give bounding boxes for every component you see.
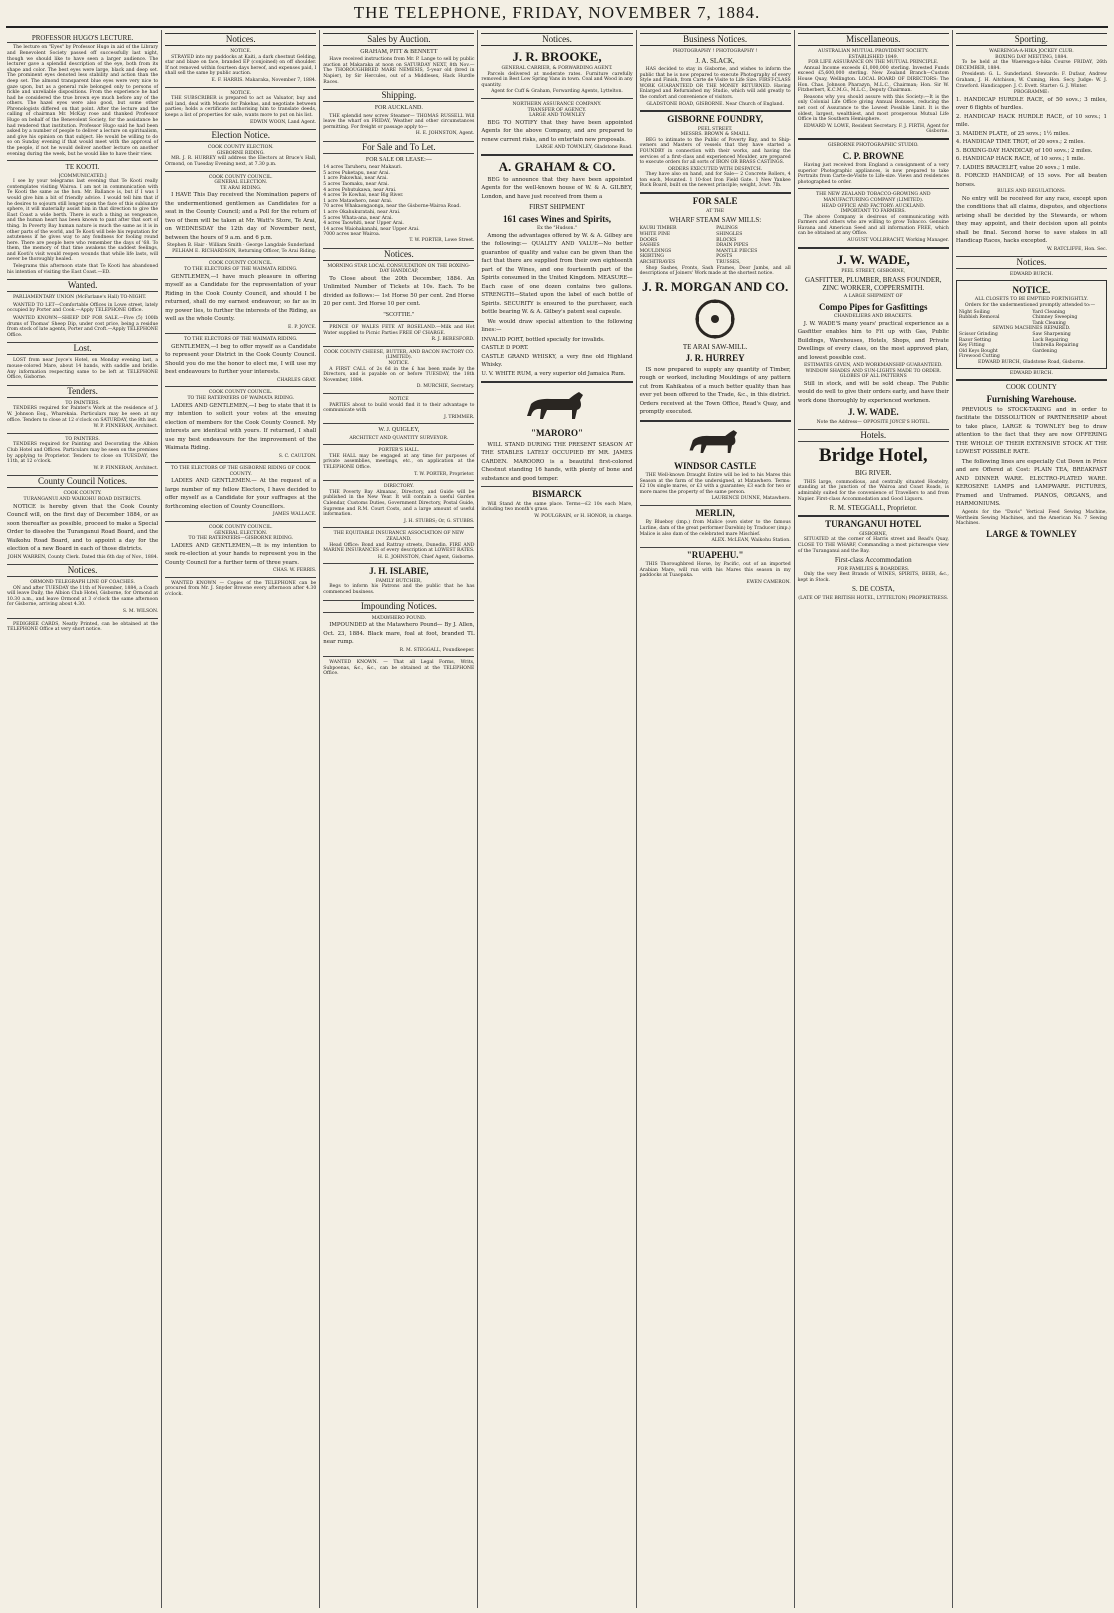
list-item: WHITE PINE — [639, 232, 671, 238]
ad-body: Having just received from England a consignment of a very superior Photographic appliances, is now prepared to take Portraits from Carte-de-Visite to Life-size. Views and residences photographed to order. — [797, 162, 949, 185]
ad-subheading: First-class Accommodation — [834, 556, 912, 565]
list-item: POSTS — [716, 254, 733, 260]
ad-signature: R. J. BERESFORD. — [431, 337, 475, 343]
article-body: The lecture on "Eyes" by Professor Hugo in aid of the Library and Benevolent Society passed off successfully last night, though we should like to have seen a larger audience. The lecturer gave a splendid description of the eye, both from its shape and color. The best eyes were large, black and deep set. The prominent eyes denoted less stability and action than the deep set. The almond transparent blue eyes were very nice to gaze upon, but as a general rule belonged only to persons of fickle and unreliable dispositions. From the experience he had had he considered the true brown eye much before any of the others. The hazel eyes were also good, but some other Phrenologists differed on that point. After the lecture and the calling of chairman Mr. McKay rose and thanked Professor Hugo on behalf of the Benevolent Society, for the assistance he had rendered that institution. Professor Hugo said he had been asked by a number of people to deliver a lecture on spiritualism, and give his opinion on that subject. He would be willing to do so on Sunday evening if that would meet with the approval of the people, if not he would deliver another lecture on another evening during the week, but he would like to have their view. — [7, 45, 159, 157]
list-item: Umbrella Repairing — [1032, 343, 1079, 349]
product-list — [640, 226, 791, 265]
ad-heading: WINDSOR CASTLE — [673, 460, 757, 471]
ad-signature: J. W. WADE. — [847, 407, 899, 418]
ad-heading: GISBORNE FOUNDRY, — [667, 114, 764, 125]
list-item: 1 acre Matawhero, near Arai. — [323, 198, 393, 204]
ad-body: ON and after TUESDAY the 11th of November, 1884, a Coach will leave Daily, the Albion Club Hotel, Gisborne, for Ormond at 10.30 a.m., and leave Ormond at 3 o'clock the same afternoon for Gisborne, arriving about 4.30. — [7, 585, 159, 608]
ad-body: President: G. L. Sunderland. Stewards: F. Dufaur, Andrew Graham, J. H. Aitchison, W. Cuming, Hon. Secy. Judge: W. J. Crawford. Handicapper: J. C. Evett. Starter: G. J. Winter. — [955, 72, 1107, 89]
ad-signature: EDWIN WOON, Land Agent. — [249, 119, 317, 125]
ad-subheading: FIRST SHIPMENT — [529, 203, 585, 212]
section-heading: Lost. — [7, 342, 158, 355]
ad-subheading: CHANDELIERS AND BRACKETS. — [833, 313, 913, 319]
ad-body: THIS Thoroughbred Horse, by Pacific, out of an imported Arabian Mare, will run with his Mares this season in my paddocks at Tuaopaka. — [639, 562, 791, 579]
ad-signature: E. P. JOYCE. — [288, 324, 317, 330]
ad-signature: S. C. CAULTON. — [278, 453, 317, 459]
ad-signature: JOHN WARREN, County Clerk. Dated this 6th day of Nov., 1884. — [7, 554, 159, 560]
ad-signature: EDWARD W. LOWE, Resident Secretary. F. J. FIRTH, Agent for Gisborne. — [803, 123, 949, 135]
ad-body: Head Office: Bond and Rattray streets, Dunedin. FIRE AND MARINE INSURANCES of every description at LOWEST RATES. — [323, 542, 475, 554]
list-item: CASTLE GRAND WHISKY, a very fine old Highland Whisky. — [481, 353, 633, 369]
ad-heading: COOK COUNTY COUNCIL. — [208, 525, 273, 530]
ad-body: THE Well-known Draught Entire will be led to his Mares this Season at the farm of the undersigned, at Matawhero. Terms: £2 10s single mares, or £3 with a guarantee; £3 each for two or more mares the property of the same person. — [639, 473, 791, 495]
ad-heading: GISBORNE PHOTOGRAPHIC STUDIO. — [827, 142, 919, 148]
ad-heading: NOTICE — [389, 396, 409, 402]
article-tag: [COMMUNICATED.] — [58, 173, 107, 179]
ad-signature: W. RATCLIFFE, Hon. Sec. — [1046, 246, 1107, 252]
ad-body: HAS decided to stay in Gisborne, and wishes to inform the public that he is now prepared to execute Photography of every Style and Finish, from Carte de Visite to Life Size. FIRST-CLASS WORK GUARANTEED OR THE MONEY RETURNED. Having Enlarged and Refurnished my Studio, which will add greatly to the comfort and convenience of visitors. — [639, 66, 791, 100]
ad-heading: BISMARCK — [532, 489, 582, 500]
section-heading: Tenders. — [7, 385, 158, 398]
ad-body: Only the very Best Brands of WINES, SPIRITS, BEER, &c., kept in Stock. — [797, 572, 949, 583]
ad-signature: AUGUST VOLLBRACHT, Working Manager. — [847, 238, 949, 244]
horse-illustration — [517, 386, 597, 426]
ad-signature: J. TRIMMER. — [443, 414, 475, 420]
list-item: U. V. WHITE RUM, a very superior old Jamaica Rum. — [481, 370, 626, 377]
horse-illustration — [680, 425, 750, 459]
ad-body: We would draw special attention to the following lines:— — [481, 318, 633, 334]
classified-ad: PEDIGREE CARDS, Neatly Printed, can be obtained at the TELEPHONE Office at very short notice. — [7, 621, 159, 633]
list-item: 5 acres Whata-ana, near Arai. — [323, 215, 393, 221]
ad-heading: TO PAINTERS. — [65, 400, 100, 406]
ad-heading: TO PAINTERS. — [65, 436, 100, 442]
ad-subheading: RULES AND REGULATIONS: — [997, 189, 1066, 195]
ad-heading: COOK COUNTY — [1006, 383, 1057, 392]
ad-subheading: GASFITTER, PLUMBER, BRASS FOUNDER, ZINC WORKER, COPPERSMITH. — [805, 276, 942, 292]
ad-subheading: MESSRS. BROWN & SMAILL — [680, 132, 750, 138]
article-note: Telegrams this afternoon state that Te Kooti has abandoned his intention of visiting the East Coast.—ED. — [7, 264, 159, 275]
ad-signature: EDWARD BURCH, Gladstone Road, Gisborne. — [977, 360, 1085, 365]
list-item: 1 acre Pakowhai, near Arai. — [323, 176, 388, 182]
section-heading: Hotels. — [798, 429, 949, 442]
column-2 — [162, 30, 320, 1608]
ad-signature: LAURENCE DUNNE, Matawhero. — [711, 496, 791, 502]
ad-heading: PORTER'S HALL. — [378, 448, 420, 454]
ad-heading: NOTICE. — [230, 49, 252, 54]
list-item: 1 acre Okahukuratahi, near Arai. — [323, 209, 401, 215]
ad-body: Reasons why you should assure with this Society:—It is the only Colonial Life Office giving Annual Bonuses, reducing the net cost of Assurance to the Lowest Possible Limit. It is the oldest, largest, wealthiest, and most prosperous Mutual Life Office in the Southern Hemisphere. — [797, 94, 949, 123]
ad-body: MR. J. R. HURREY will address the Electors at Bruce's Hall, Ormond, on Tuesday Evening next, at 7.30 p.m. — [165, 156, 317, 167]
ad-heading: AUSTRALIAN MUTUAL PROVIDENT SOCIETY. — [818, 49, 929, 54]
ad-subheading: GENERAL CARRIER, & FORWARDING AGENT. — [501, 66, 613, 71]
list-item: SKIRTING — [639, 254, 664, 260]
ad-subheading: AT THE — [706, 208, 725, 214]
column-header: Business Notices. — [640, 33, 791, 46]
ad-subheading: FOR FAMILIES & BOARDERS. — [837, 566, 910, 572]
ad-body: No entry will be received for any race, except upon the conditions that all claims, disputes, and objections arising shall be decided by the Stewards, or whom they may appoint, and their decision upon all points shall be final. Second horse to save stakes in all Handicap Races, hacks excepted. — [955, 195, 1107, 245]
ad-address: Note the Address— OPPOSITE JOYCE'S HOTEL. — [816, 419, 930, 425]
ad-subheading: IMPORTANT TO FARMERS. — [840, 209, 906, 215]
ad-subheading: PROGRAMME: — [1013, 90, 1049, 96]
ad-heading: EDWARD BURCH. — [1009, 272, 1053, 278]
ad-subheading: ESTIMATES GIVEN, AND WORKMANSHIP GUARANTEED. — [803, 363, 943, 369]
ad-subheading: TO THE ELECTORS OF THE WAIMATA RIDING. — [184, 267, 298, 273]
ad-signature: "SCOTTIE." — [383, 311, 415, 318]
ad-body: PREVIOUS to STOCK-TAKING and in order to facilitate the DISSOLUTION of PARTNERSHIP about to take place, LARGE & TOWNLEY beg to draw attention to the fact that they are now OFFERING THE WHOLE OF THEIR EXTENSIVE STOCK AT THE LOWEST POSSIBLE RATE. — [955, 406, 1107, 456]
list-item: Scissor Grinding — [958, 332, 998, 338]
ad-subheading: ORDERS EXECUTED WITH DESPATCH. — [667, 166, 763, 172]
ad-body: They have also on hand, and for Sale— 2 Concrete Rollers, 4 ton each, Mounted. 1 10-foot Iron Field Gate. 1 New Yankee Buck Board, built on the newest principle; weight, 3cwt. 7lb. — [639, 172, 791, 189]
classified-ad: LOST from near Joyce's Hotel, on Monday evening last, a mouse-colored Mare, about 14 hands, with saddle and bridle. Any information respecting same to be left at TELEPHONE Office, Gisborne. — [7, 358, 159, 381]
ad-subheading: TO THE RATEPAYERS—GISBORNE RIDING. — [188, 536, 293, 542]
ad-heading: "MARORO" — [530, 428, 583, 439]
column-6 — [795, 30, 953, 1608]
ad-heading: TO THE ELECTORS OF THE WAIMATA RIDING. — [184, 337, 298, 343]
ad-body: PRINCE OF WALES FETE AT ROSELAND.—Milk and Hot Water supplied to Picnic Parties FREE OF CHARGE. — [323, 325, 475, 336]
sale-list — [323, 165, 474, 238]
ad-body: Orders for the undermentioned promptly attended to:— — [964, 303, 1096, 309]
ad-subheading: GENERAL ELECTION. — [214, 530, 268, 536]
ad-body: BEG TO NOTIFY that they have been appointed Agents for the above Company, and are prepared to renew current risks, and to entertain new proposals. — [481, 119, 633, 143]
list-item: Old Keys Bought — [958, 348, 998, 354]
race-item: 4. HANDICAP TIME TROT, of 20 sovs.; 2 miles. — [955, 139, 1085, 146]
list-item: DOORS — [639, 237, 658, 243]
ad-body: BEG to intimate to the Public of Poverty Bay, and to Ship-owners and Masters of vessels that they have started a FOUNDRY in connection with their works, and having the services of a first-class and experienced Moulder, are prepared to execute orders for all sorts of IRON OR BRASS CASTINGS. — [639, 137, 791, 166]
classified-ad: PARLIAMENTARY UNION (McFarlane's Hall) TO-NIGHT. — [13, 295, 147, 301]
ad-subheading: GISBORNE, — [859, 531, 888, 537]
ad-heading: C. P. BROWNE — [842, 150, 904, 161]
ad-body: The above Company is desirous of communicating with Farmers and others who are willing to grow Tobacco. Genuine Havana and American Seed and all information FREE, which can be obtained at any Office. — [797, 214, 949, 237]
ad-subheading: FOR LIFE ASSURANCE ON THE MUTUAL PRINCIPLE. — [808, 60, 939, 66]
list-item: Lock Repairing — [1032, 337, 1068, 343]
ad-heading: COOK COUNTY COUNCIL. — [208, 261, 273, 267]
ad-subheading: LARGE AND TOWNLEY — [529, 113, 585, 119]
ad-subheading: Ex the "Hudson." — [536, 226, 578, 232]
ad-heading: PHOTOGRAPHY ! PHOTOGRAPHY ! — [672, 49, 758, 54]
ad-body: Shop Sashes, Fronts, Sash Frames, Door Jambs, and all descriptions of Joiners' Work made at the shortest notice. — [639, 265, 791, 277]
column-header: Notices. — [481, 33, 632, 46]
list-item: MOULDINGS — [639, 248, 672, 254]
ad-signature: (LATE OF THE BRITISH HOTEL, LYTTELTON) PROPRIETRESS. — [798, 595, 949, 601]
list-item: 5 acres Taomaku, near Arai. — [323, 182, 389, 188]
section-heading: Election Notice. — [165, 129, 316, 142]
list-item: Night Soiling — [958, 309, 990, 315]
ad-heading: COOK COUNTY COUNCIL. — [208, 390, 273, 396]
list-item: 7000 acres near Wairoa. — [323, 232, 381, 238]
ad-body: LADIES AND GENTLEMEN,—It is my intention to seek re-election at your hands to represent you in the County Council for a further term of three years. — [165, 542, 317, 566]
ad-heading: Bridge Hotel, — [818, 445, 928, 467]
ad-signature: W. P. FINNERAN, Architect. — [93, 424, 159, 430]
ad-signature: T. W. PORTER, Proprietor. — [414, 471, 475, 477]
list-item: 14 acres Waiohakanahi, near Upper Arai. — [323, 226, 420, 232]
ad-heading: J. A. SLACK, — [695, 56, 735, 65]
ad-subheading: ARCHITECT AND QUANTITY SURVEYOR. — [349, 435, 449, 441]
ad-signature: D. MURCHIE, Secretary. — [416, 384, 475, 390]
ad-signature: JAMES WALLACE. — [272, 512, 317, 518]
article-body: I see by your telegrams last evening that Te Kooti really contemplates visiting Wairoa. I am not in communication with Te Kooti the same as the hon. Mr. Ballance is, but if I was I would give him a bit of friendly advice. I would tell him that if he desires to sojourn still longer upon the face of this sublunary sphere, it will materially assist him in that direction to give the East Coast a wide berth. There is such a thing as vengeance, and the human heart has been known to pant after that sort of thing. In Poverty Bay human nature is much the same as it is in other parts of the world, and Te Kooti will bele his reputation for astuteness if he gives way to any fondness for fooling round here. There are people here who remember the days of '68. To them, the memory of that time awakens the saddest feelings, and Kooti's visit would reopen wounds that while life lasts, will never be thoroughly healed. — [7, 179, 159, 263]
section-heading: For Sale and To Let. — [323, 141, 474, 154]
ad-signature: S. M. WILSON. — [122, 609, 159, 615]
ad-subheading: 161 cases Wines and Spirits, — [503, 213, 611, 224]
section-heading: Notices. — [956, 256, 1107, 269]
ad-heading: COOK COUNTY COUNCIL. — [208, 174, 273, 180]
ad-subheading: ALL CLOSETS TO BE EMPTIED FORTNIGHTLY. — [974, 297, 1088, 303]
ad-body: IS now prepared to supply any quantity of Timber, rough or worked, including Mouldings of any pattern cut from Kahikatea of a much better quality than has ever yet been offered to the Trade, &c., in this district. Orders received at the Town Office, Read's Quay, and promptly executed. — [639, 366, 791, 416]
ad-signature: EDWARD BURCH. — [1009, 370, 1053, 376]
ad-heading: THE EQUITABLE INSURANCE ASSOCIATION OF NEW ZEALAND. — [333, 531, 465, 542]
column-3 — [320, 30, 478, 1608]
list-item: Rubbish Removal — [958, 315, 1000, 321]
ad-signature: LARGE & TOWNLEY — [986, 528, 1077, 539]
ad-heading: J. H. ISLABIE, — [369, 566, 429, 577]
ad-signature: EWEN CAMERON. — [746, 580, 791, 585]
ad-heading: TO THE ELECTORS OF THE GISBORNE RIDING OF COOK COUNTY. — [170, 466, 311, 477]
list-item: BLOCKS — [716, 237, 737, 243]
ad-heading: TE ARAI SAW-MILL. — [682, 342, 748, 351]
ad-subheading: PEEL STREET, GISBORNE, — [841, 268, 906, 274]
ad-signature: LARGE AND TOWNLEY, Gladstone Road. — [536, 145, 633, 151]
ad-body: The following lines are especially Cut Down in Price and are Offered at Cost: PLAIN TEA, BREAKFAST AND DINNER WARE. ELECTRO-PLATED WARE. KEROSENE LAMPS and LAMPWARE. PICTURES, Framed and Unframed. PIANOS, ORGANS, and HARMONIUMS. — [955, 458, 1107, 508]
ad-subheading: BOXING DAY MEETING, 1884. — [995, 54, 1068, 60]
race-item: 3. MAIDEN PLATE, of 25 sovs.; 1½ miles. — [955, 130, 1070, 137]
ad-subheading: PEEL STREET. — [697, 126, 733, 132]
ad-subheading: WINDOW SHADES AND SUN-LIGHTS MADE TO ORDER. — [805, 368, 942, 374]
column-7 — [953, 30, 1110, 1608]
ad-heading: ORMOND TELEGRAPH LINE OF COACHES. — [30, 580, 135, 586]
candidate-list: Stephen B. Hair · William Smith · George Langdale Sunderland — [166, 243, 315, 249]
ad-body: Annual Income exceeds £1,000,000 sterling. Invested Funds exceed £5,600,000 sterling. New Zealand Branch—Custom House Quay, Wellington. LOCAL BOARD OF DIRECTORS: The Hon. Chas. Johnson Pharazyn, M.L.C., Chairman; Hon. Sir W. Fitzherbert, K.C.M.G., M.L.C., Deputy Chairman. — [797, 65, 949, 94]
masthead: THE TELEPHONE, FRIDAY, NOVEMBER 7, 1884. — [6, 0, 1108, 28]
ad-body: TENDERS required for Painting and Decorating the Albion Club Hotel and Offices. Particulars may be seen on the premises by applying to Proprietor. Tenders to close on TUESDAY, the 11th, at 12 o'clock. — [7, 442, 159, 465]
column-header: Sales by Auction. — [323, 33, 474, 46]
ad-body: Begs to inform his Patrons and the public that he has commenced business. — [323, 584, 475, 595]
ad-heading: "RUAPEHU." — [686, 549, 744, 560]
classified-ad: WANTED KNOWN — Copies of the TELEPHONE can be procured from Mr. J. Snyder Browne every afternoon after 4.30 o'clock. — [165, 580, 317, 598]
list-item: KAURI TIMBER — [639, 226, 677, 232]
ad-subheading: TURANGANUI AND WAIKOHU ROAD DISTRICTS. — [23, 496, 142, 502]
ad-body: THE Poverty Bay Almanac, Directory, and Guide will be published in the New Year. It will contain a useful Garden Calendar, Customs Duties, Government Directory, Postal Guide, Supreme and R.M. Court Costs, and a large amount of useful information. — [323, 489, 475, 518]
section-heading: Wanted. — [7, 279, 158, 292]
article-title: TE KOOTI. — [65, 163, 100, 172]
list-item: CASTLE D PORT. — [481, 345, 529, 352]
ad-body: SITUATED at the corner of Harris street and Read's Quay, CLOSE TO THE WHARF, Commanding a most picturesque view of the Turanganui and the Bay. — [797, 537, 949, 554]
ad-signature: R. M. STEGGALL, Proprietor. — [829, 504, 917, 513]
classified-ad: WANTED KNOWN. — That all Legal Forms, Writs, Subpoenas, &c., &c., can be obtained at the TELEPHONE Office. — [323, 660, 475, 677]
ad-heading: COOK COUNTY ELECTION. — [207, 145, 274, 151]
ad-heading: J. R. HURREY — [685, 353, 745, 364]
ad-body: Agents for the "Davis" Vertical Feed Sewing Machine, Wertheim Sewing Machines, and the American No. 7 Sewing Machines. — [955, 509, 1107, 527]
ad-heading: NOTICE. — [1012, 285, 1051, 296]
ad-body: By Blueboy (imp.) from Malice (own sister to the famous Lurline, dam of the great performer Darebin) by Traducer (imp.) Malice is also dam of the celebrated mare Mischief. — [639, 520, 791, 537]
list-item: Chimney Sweeping — [1032, 315, 1078, 321]
ad-body: GENTLEMEN,—I have much pleasure in offering myself as a Candidate for the representation of your Riding in the Cook County Council, and should I be returned, shall do my earnest endeavour, so far as in my power lies, to further the interests of the Riding, as well as the whole County. — [165, 273, 317, 323]
section-heading: Notices. — [323, 248, 474, 261]
list-item: DRAIN PIPES — [716, 243, 749, 249]
list-item: 70 acres Whakaongaonga, near the Gisborne-Wairoa Road. — [323, 204, 461, 210]
ad-subheading: GENERAL ELECTION. — [214, 180, 268, 186]
burch-advert — [956, 280, 1107, 369]
ad-signature: S. DE COSTA, — [851, 585, 895, 594]
ad-body: To Close about the 20th December, 1884. An Unlimited Number of Tickets at 10s. Each. To be divided as follows:— 1st Horse 50 per cent. 2nd Horse 20 per cent. 3rd Horse 10 per cent. — [323, 275, 475, 308]
list-item: 4 acres Pohutukawa, near Arai. — [323, 187, 397, 193]
ad-subheading: NOTICE. — [388, 361, 410, 366]
ad-signature: W. POULGRAIN, or H. HONOR, in charge. — [534, 513, 633, 519]
ad-signature: PELHAM E. RICHARDSON, Returning Officer, Te Arai Riding. — [172, 248, 317, 254]
ad-subheading: SEWING MACHINES REPAIRED. — [992, 326, 1071, 332]
ad-body: THIS large, commodious, and centrally situated Hostelry, standing at the junction of the Wairoa and Coast Roads, is admirably suited for the convenience of Travellers to and from Napier. First-class Accommodation and Good Liquors. — [797, 479, 949, 502]
section-heading: County Council Notices. — [7, 475, 158, 488]
column-header: Sporting. — [956, 33, 1107, 46]
classified-ad: WANTED TO LET—Comfortable Offices in Lowe street, lately occupied by Porter and Cook.—Apply TELEPHONE Office. — [7, 302, 159, 314]
ad-heading: GRAHAM, PITT & BENNETT — [360, 49, 438, 55]
columns — [4, 30, 1110, 1608]
ad-subheading: A LARGE SHIPMENT OF — [843, 293, 903, 299]
list-item: Firewood Cutting — [958, 354, 1000, 360]
race-item: 6. HANDICAP HACK RACE, of 10 sovs.; 1 mile. — [955, 156, 1085, 163]
ad-body: GENTLEMEN,—I beg to offer myself as a Candidate to represent your District in the Cook County Council. Should you do me the honor to elect me, I will use my best endeavours to further your interests. — [165, 343, 317, 376]
ad-body: Parcels delivered at moderate rates. Furniture carefully removed in Best Low Spring Vans in town. Coal and Wood in any quantity. — [481, 71, 633, 88]
ad-subheading: FAMILY BUTCHER, — [375, 578, 422, 584]
ad-body: LADIES AND GENTLEMEN,—I beg to state that it is my intention to solicit your votes at the ensuing election of members for the Cook County Council. My interests are identical with yours. If returned, I shall use my best endeavours for the improvement of the Waimata Riding. — [165, 402, 317, 452]
ad-body: THE splendid new screw Steamer— THOMAS RUSSELL Will leave the wharf on FRIDAY, Weather and other circumstances permitting. For freight or passage apply to— — [323, 113, 475, 130]
ad-heading: J. R. BROOKE, — [512, 49, 602, 64]
section-heading: Impounding Notices. — [323, 600, 474, 613]
column-header: Notices. — [165, 33, 316, 46]
ad-body: THE SUBSCRIBER is prepared to act as Valuator, buy and sell land, deal with Maoris for Pakehas, and negotiate between parties; holds a certificate authorising him to translate deeds, keeps a list of properties for sale, wants more to put on his list. — [165, 96, 317, 118]
ad-heading: W. J. QUIGLEY, — [378, 427, 420, 434]
list-item: MANTLE PIECES — [716, 248, 758, 254]
ad-heading: Furnishing Warehouse. — [986, 393, 1077, 404]
list-item: Razor Setting — [958, 337, 991, 343]
list-item: 4 acres Te Kowhai, near Big River. — [323, 193, 404, 199]
ad-subheading: WHARF STEAM SAW MILLS: — [669, 216, 762, 225]
ad-heading: FOR AUCKLAND. — [374, 105, 423, 112]
ad-signature: W. P. FINNERAN, Architect. — [93, 465, 159, 471]
list-item: Saw Sharpening — [1032, 332, 1071, 338]
ad-signature: R. M. STEGGALL, Poundkeeper. — [399, 647, 475, 653]
ad-signature: CHAS. W. FERRIS. — [272, 568, 317, 574]
column-4 — [478, 30, 636, 1608]
ad-heading: TURANGANUI HOTEL — [825, 519, 922, 530]
column-1 — [4, 30, 162, 1608]
ad-heading: NOTICE. — [230, 90, 252, 96]
article-title: PROFESSOR HUGO'S LECTURE. — [7, 35, 158, 43]
ad-body: Will Stand At the same place. Terms—£2 10s each Mare, including two month's grass. — [481, 501, 633, 513]
ad-heading: FOR SALE OR LEASE:— — [365, 156, 432, 163]
list-item: SHINGLES — [716, 232, 743, 238]
ad-signature: H. E. JOHNSTON, Chief Agent, Gisborne. — [377, 554, 475, 560]
ad-signature: T. W. PORTER, Lowe Street. — [409, 237, 475, 243]
column-5 — [637, 30, 795, 1608]
race-item: 1. HANDICAP HURDLE RACE, of 50 sovs.; 3 miles, over 6 flights of hurdles. — [955, 96, 1107, 112]
list-item: Key Fitting — [958, 343, 985, 349]
ad-subheading: GLOBES OF ALL PATTERNS — [839, 374, 907, 380]
ad-body: Have received instructions from Mr. P. Lange to sell by public auction at Makaraka at noon on SATURDAY NEXT, 8th Nov.—The THOROUGHBRED MARE NEMESIS, 5-year old (bred in Napier), by Sir Hercules, out of a Middlesex, Hack Hurdle Races. — [323, 57, 475, 85]
list-item: ARCHITRAVES — [639, 260, 676, 265]
ad-heading: MORNING STAR LOCAL CONSULTATION ON THE BOXING-DAY HANDICAP, — [327, 263, 471, 275]
ad-body: STRAYED into my paddocks at Kaiti, a dark chestnut Gelding, star and blaze on face, branded EP (conjoined) on off shoulder. If not removed within fourteen days hereof, and expenses paid, I shall sell the same by public auction. — [165, 54, 317, 77]
ad-heading: COOK COUNTY. — [63, 491, 102, 497]
ad-body: THE HALL may be engaged at any time for purposes of private assemblies, meetings, etc., on application at the TELEPHONE Office. — [323, 453, 475, 471]
ad-signature: GLADSTONE ROAD, GISBORNE. Near Church of England. — [646, 101, 784, 107]
ad-heading: DIRECTORY. — [383, 484, 414, 490]
section-heading: Shipping. — [323, 89, 474, 102]
ad-body: BEG to announce that they have been appointed Agents for the well-known house of W. & A. GILBEY, London, and have just received from them a — [481, 176, 633, 200]
ad-heading: COOK COUNTY CHEESE, BUTTER, AND BACON FACTORY CO. (LIMITED). — [323, 349, 474, 361]
race-item: 2. HANDICAP HACK HURDLE RACE, of 10 sovs.; 1 mile. — [955, 113, 1107, 129]
list-item: 5 acres Puketapu, near Arai. — [323, 170, 390, 176]
ad-subheading: Compo Pipes for Gasfittings — [818, 301, 928, 312]
list-item: INVALID PORT, bottled specially for invalids. — [481, 336, 605, 343]
sawblade-illustration — [693, 297, 737, 341]
ad-body: J. W. WADE'S many years' practical experience as a Gasfitter enables him to Fit up with Gas, Public Buildings, Warehouses, Hotels, Shops, and Private Dwellings of every class, on the most approved plan, and lowest possible cost. — [797, 320, 949, 361]
ad-body: Still in stock, and will be sold cheap. The Public would do well to give their orders early, and have their work done thoroughly by experienced workmen. — [797, 380, 949, 404]
list-item: 4 acres Taowhiti, near Upper Arai. — [323, 221, 404, 227]
race-item: 7. LADIES BRACELET, value 20 sovs.; 1 mile. — [955, 164, 1081, 171]
ad-heading: A. GRAHAM & CO. — [498, 158, 616, 174]
ad-subheading: TRANSFER OF AGENCY. — [527, 107, 587, 113]
ad-body: PARTIES about to build would find it to their advantage to communicate with — [323, 402, 475, 414]
ad-signature: J. H. STUBBS; Or, G. STUBBS. — [404, 518, 475, 524]
ad-body: TENDERS required for Painter's Work at the residence of J. W. Johnson Esq., Wharekaia. Particulars may be seen at my office. Tenders to close at 12 o'clock on SATURDAY, the 8th inst. — [7, 406, 159, 423]
ad-heading: MERLIN, — [695, 507, 735, 518]
ad-heading: THE NEW ZEALAND TOBACCO-GROWING AND MANUFACTURING COMPANY (LIMITED). — [816, 192, 931, 203]
ad-heading: WAERENGA-A-HIKA JOCKEY CLUB. — [989, 49, 1074, 54]
ad-heading: MATAWHERO POUND. — [371, 615, 426, 621]
ad-subheading: TO THE RATEPAYERS OF WAIMATA RIDING. — [187, 396, 294, 402]
ad-signature: Agent for Cuff & Graham, Forwarding Agents, Lyttelton. — [491, 89, 623, 95]
classified-ad: WANTED KNOWN—SHEEP DIP FOR SALE.—Five (5) 100lb drums of Thomas' Sheep Dip, under cost price, being a residue from stock of late agents, Porter and Croft.—Apply TELEPHONE Office. — [7, 316, 159, 338]
ad-subheading: ESTABLISHED 1849. — [848, 54, 899, 60]
ad-subheading: GISBORNE RIDING. — [216, 150, 265, 156]
list-item: Gardening — [1032, 348, 1058, 354]
ad-body: WILL STAND DURING THE PRESENT SEASON AT THE STABLES LATELY OCCUPIED BY MR. JAMES CARDEN. MAROORO is a beautiful first-colored Chestnut standing 16 hands, with plenty of bone and substance and good temper. — [481, 441, 633, 482]
list-item: TRUSSES, — [716, 260, 741, 265]
ad-body: I HAVE This Day received the Nomination papers of the undermentioned gentlemen as Candidates for a seat in the County Council; and a Poll for the return of two of them will be taken at Mr. Watt's Store, Te Arai, on WEDNESDAY the 12th day of November next, between the hours of 9 a.m. and 6 p.m. — [165, 192, 317, 241]
ad-heading: NORTHERN ASSURANCE COMPANY. — [512, 101, 602, 107]
list-item: PALINGS — [716, 226, 738, 232]
ad-body: Among the advantages offered by W. & A. Gilbey are the following:— QUALITY AND VALUE—No better guarantee of quality and value can be given than the fact that there are supplied from their own eighteenth part of the Wines, and one fourteenth part of the Spirits consumed in the United Kingdom. MEASURE—Each case of one dozen contains two gallons. STRENGTH—Stated upon the label of each bottle of Spirits. SECURITY is ensured to the purchaser, each bottle bearing W. & A. Gilbey's patent seal capsule. — [481, 232, 633, 316]
ad-body: A FIRST CALL of 2s 6d in the £ has been made by the Directors, and is payable on or before TUESDAY, the 18th November, 1884. — [323, 366, 475, 383]
ad-body: LADIES AND GENTLEMEN.— At the request of a large number of my fellow Electors, I have decided to offer myself as a Candidate for your suffrages at the forthcoming election of County Councillors. — [165, 478, 317, 510]
race-item: 8. FORCED HANDICAP, of 15 sovs. For all beaten horses. — [955, 173, 1107, 188]
section-heading: Notices. — [7, 564, 158, 577]
ad-signature: H. E. JOHNSTON, Agent. — [415, 131, 475, 137]
column-header: Miscellaneous. — [798, 33, 949, 46]
ad-body: To be held at the Waerenga-a-hika Course FRIDAY, 26th DECEMBER, 1884. — [955, 60, 1107, 71]
list-item: Yard Cleaning — [1032, 309, 1066, 315]
list-item: SASHES — [639, 243, 660, 249]
ad-signature: ALEX. McLEAN, Waikohu Station. — [711, 538, 791, 544]
ad-signature: CHARLES GRAY. — [276, 377, 317, 383]
list-item: 14 acres Taruheru, near Makauri. — [323, 165, 403, 171]
ad-heading: FOR SALE — [692, 196, 738, 207]
ad-heading: J. R. MORGAN AND CO. — [642, 278, 789, 294]
ad-heading: J. W. WADE, — [836, 251, 910, 267]
ad-body: NOTICE is hereby given that the Cook County Council will, on the first day of December 1884, or as soon thereafter as possible, proceed to make a Special Order to dissolve the Turanganui Road Board, and the Waikohu Road Board, and to appoint a day for the election of a new Board in each of those districts. — [7, 503, 159, 552]
ad-subheading: HEAD OFFICE AND FACTORY: AUCKLAND. — [821, 203, 925, 209]
ad-subheading: BIG RIVER. — [854, 469, 892, 478]
ad-signature: E. F. HARRIS. Makaraka, November 7, 1884. — [211, 77, 317, 83]
list-item: Tank Cleaning — [1032, 320, 1066, 326]
ad-body: IMPOUNDED at the Matawhero Pound— By J. Allen, Oct. 23, 1884. Black mare, foal at foot, branded TL near rump. — [323, 622, 475, 646]
ad-subheading: TE ARAI RIDING. — [220, 185, 262, 191]
race-item: 5. BOXING-DAY HANDICAP, of 100 sovs.; 2 miles. — [955, 147, 1093, 154]
